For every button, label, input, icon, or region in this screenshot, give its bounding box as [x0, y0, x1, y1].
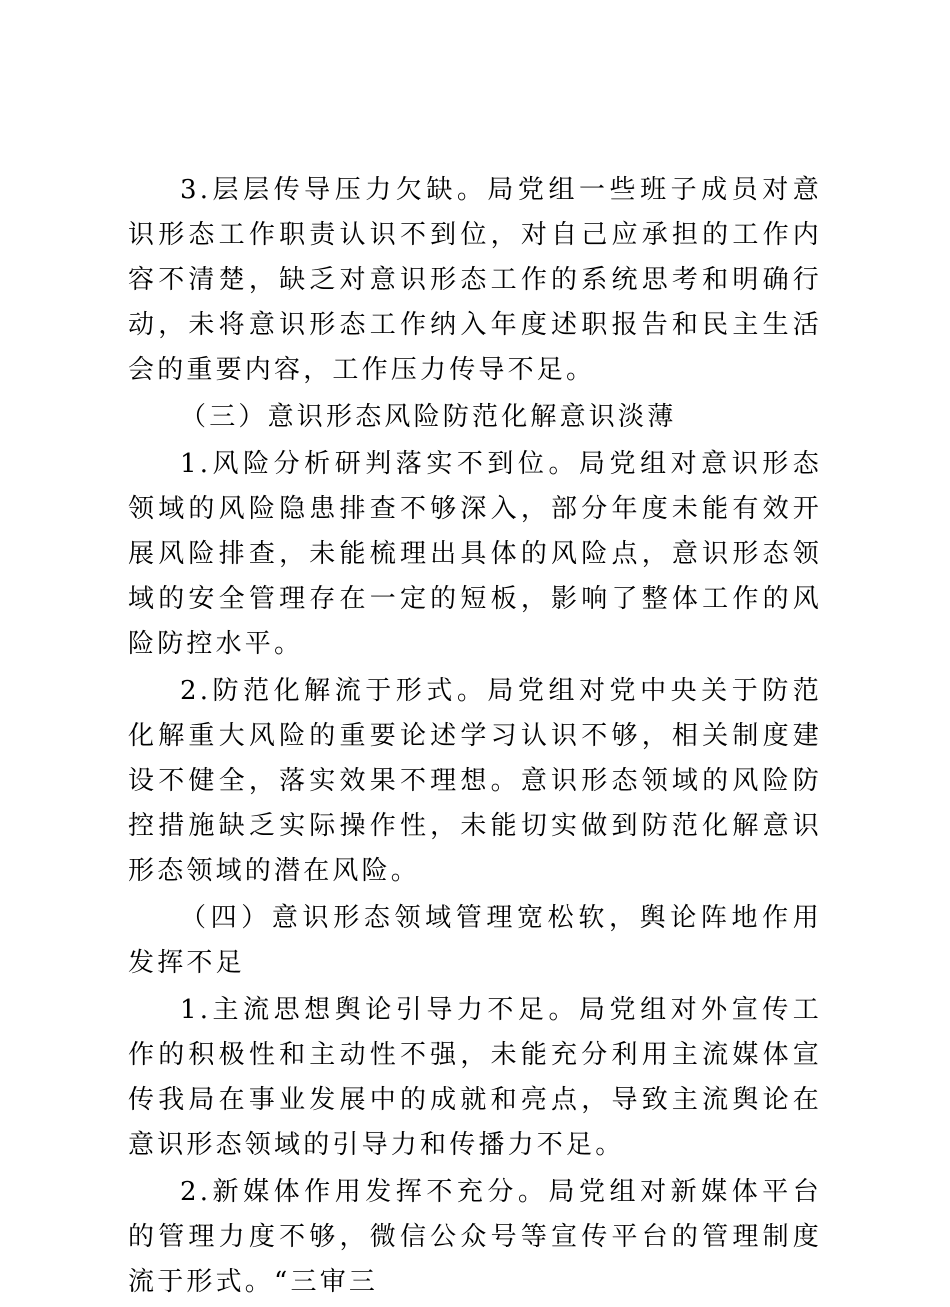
paragraph-new-media: 2.新媒体作用发挥不充分。局党组对新媒体平台的管理力度不够，微信公众号等宣传平台的管理制度流于形式。“三审三 — [128, 1177, 822, 1297]
paragraph-prevention-formality: 2.防范化解流于形式。局党组对党中央关于防范化解重大风险的重要论述学习认识不够，相关制度建设不健全，落实效果不理想。意识形态领域的风险防控措施缺乏实际操作性，未能切实做到防范化解意识形态领域的潜在风险。 — [128, 676, 822, 886]
paragraph-pressure-transmission: 3.层层传导压力欠缺。局党组一些班子成员对意识形态工作职责认识不到位，对自己应承担的工作内容不清楚，缺乏对意识形态工作的系统思考和明确行动，未将意识形态工作纳入年度述职报告和民主生活会的重要内容，工作压力传导不足。 — [128, 175, 822, 385]
document-body — [128, 168, 822, 1307]
section-heading-risk-prevention: （三）意识形态风险防范化解意识淡薄 — [180, 402, 677, 432]
section-heading-management-looseness: （四）意识形态领域管理宽松软，舆论阵地作用发挥不足 — [128, 903, 822, 978]
paragraph-mainstream-guidance: 1.主流思想舆论引导力不足。局党组对外宣传工作的积极性和主动性不强，未能充分利用主流媒体宣传我局在事业发展中的成就和亮点，导致主流舆论在意识形态领域的引导力和传播力不足。 — [128, 995, 822, 1160]
paragraph-risk-analysis: 1.风险分析研判落实不到位。局党组对意识形态领域的风险隐患排查不够深入，部分年度未能有效开展风险排查，未能梳理出具体的风险点，意识形态领域的安全管理存在一定的短板，影响了整体工作的风险防控水平。 — [128, 449, 822, 659]
